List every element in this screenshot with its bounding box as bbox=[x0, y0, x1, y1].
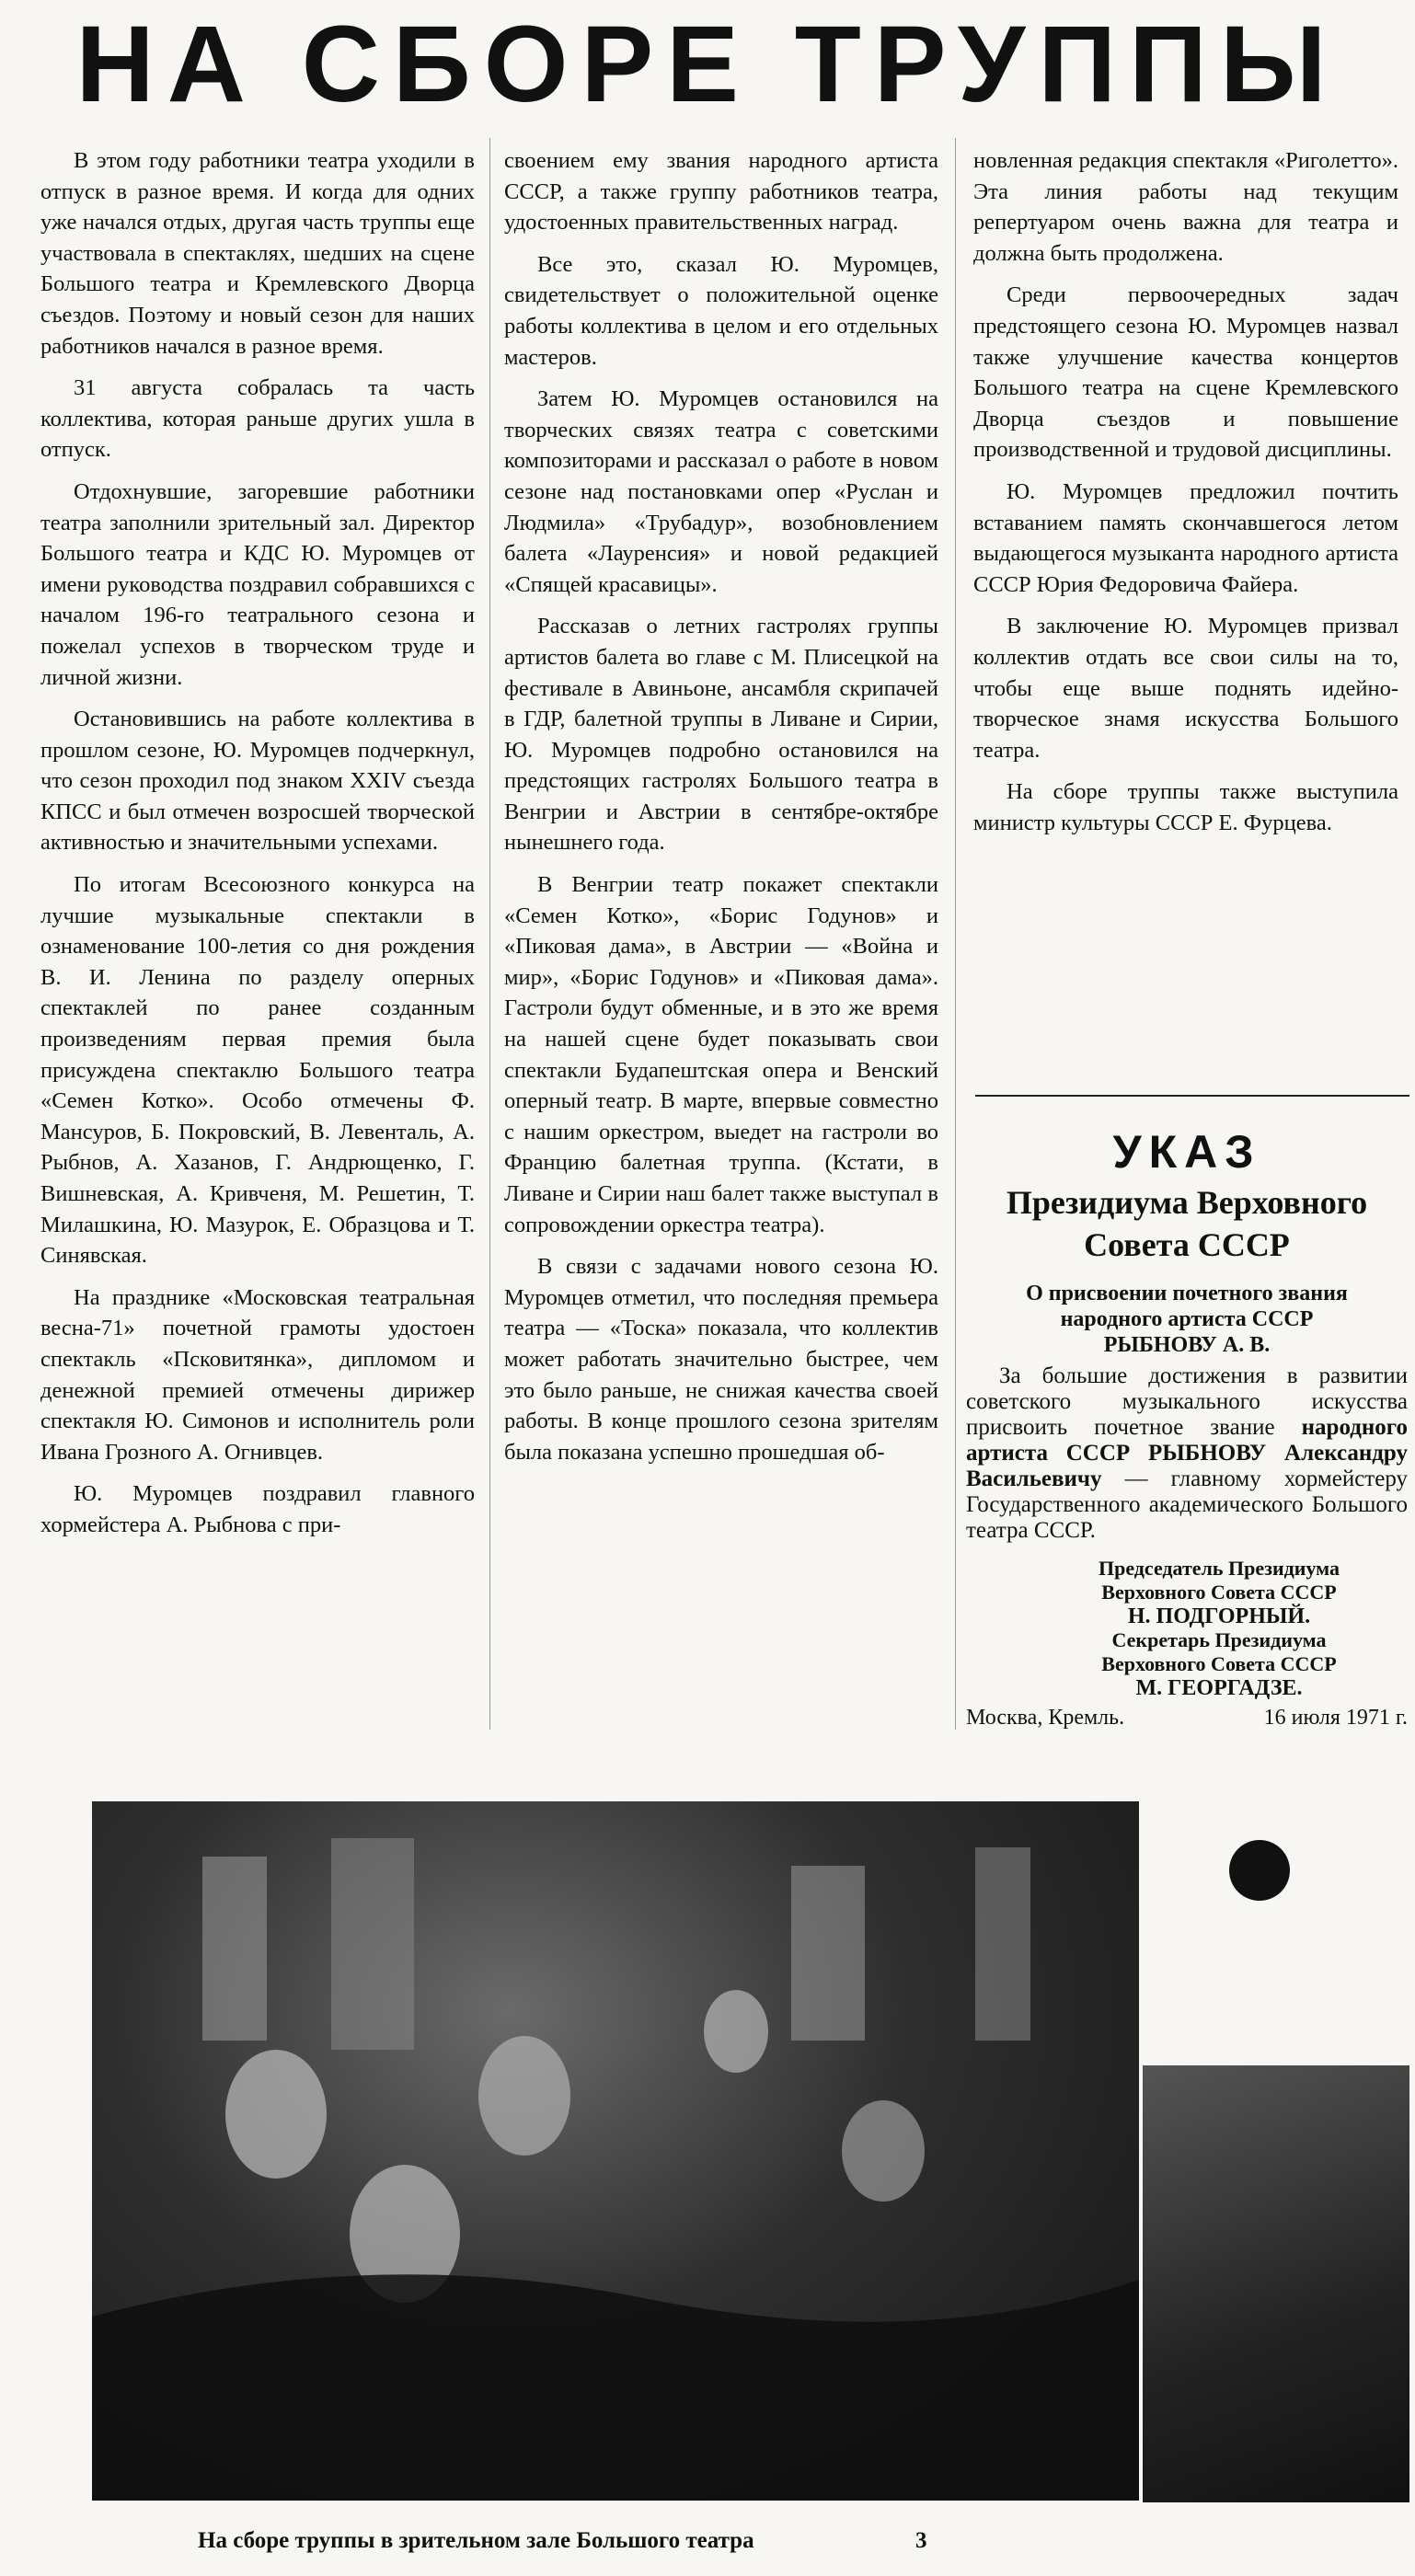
decree-title: УКАЗ bbox=[1112, 1126, 1261, 1178]
paragraph: Среди первоочередных задач предстоящего сезона Ю. Муромцев назвал также улучшение качества концертов Большого театра на сцене Кремлевского Дворца съездов и повышение производственной и трудовой дисциплины. bbox=[973, 282, 1398, 463]
paragraph: Ю. Муромцев поздравил главного хормейстера А. Рыбнова с при- bbox=[40, 1481, 475, 1537]
paragraph: В Венгрии театр покажет спектакли «Семен Котко», «Борис Годунов» и «Пиковая дама», в Австрии — «Война и мир», «Борис Годунов» и «Пиковая дама». Гастроли будут обменные, и в это же время на нашей сцене будет показывать свои спектакли Будапештская опера и Венский оперный театр. В марте, впервые совместно с нашим оркестром, выедет на гастроли во Францию балетная труппа. (Кстати, в Ливане и Сирии наш балет также выступал в сопровождении оркестра театра). bbox=[504, 872, 938, 1237]
article-column-1 bbox=[40, 145, 475, 1552]
column-rule bbox=[955, 138, 956, 1730]
paragraph: Остановившись на работе коллектива в прошлом сезоне, Ю. Муромцев подчеркнул, что сезон проходил под знаком XXIV съезда КПСС и был отмечен возросшей творческой активностью и значительными успехами. bbox=[40, 707, 475, 856]
signatory-role: Верховного Совета СССР bbox=[1101, 1581, 1337, 1604]
decree-body-text: За большие достижения в развитии советского музыкального искусства присвоить почетное звание bbox=[966, 1363, 1408, 1440]
photo-caption: На сборе труппы в зрительном зале Большого театра bbox=[198, 2528, 754, 2553]
signatory-name: Н. ПОДГОРНЫЙ. bbox=[1127, 1604, 1311, 1628]
photo bbox=[92, 1801, 1139, 2501]
decree-body bbox=[966, 1363, 1408, 1544]
decree-place: Москва, Кремль. bbox=[966, 1706, 1125, 1730]
headline: НА СБОРЕ ТРУППЫ bbox=[75, 4, 1340, 125]
article-column-2 bbox=[504, 145, 938, 1478]
paragraph: По итогам Всесоюзного конкурса на лучшие музыкальные спектакли в ознаменование 100-летия со дня рождения В. И. Ленина по разделу оперных спектаклей по ранее созданным произведениям первая премия была присуждена спектаклю Большого театра «Семен Котко». Особо отмечены Ф. Мансуров, Б. Покровский, В. Левенталь, А. Рыбнов, А. Хазанов, Г. Андрющенко, Г. Вишневская, А. Кривченя, М. Решетин, Т. Милашкина, Ю. Мазурок, Е. Образцова и Т. Синявская. bbox=[40, 872, 475, 1269]
decree bbox=[966, 1122, 1408, 1731]
paragraph: 31 августа собралась та часть коллектива, которая раньше других ушла в отпуск. bbox=[40, 375, 475, 463]
decree-body-honoree: народного артиста СССР РЫБНОВУ Александру Васильевичу bbox=[966, 1415, 1409, 1491]
photo-illustration bbox=[92, 1801, 1139, 2501]
column-rule bbox=[489, 138, 490, 1730]
signatory-role: Председатель Президиума bbox=[1098, 1557, 1340, 1580]
decree-about-line: РЫБНОВУ А. В. bbox=[1103, 1333, 1271, 1357]
signatory-role: Верховного Совета СССР bbox=[1101, 1652, 1337, 1675]
decree-place-date bbox=[966, 1706, 1408, 1731]
section-divider bbox=[975, 1095, 1409, 1097]
decree-signatures bbox=[966, 1557, 1408, 1700]
signatory-name: М. ГЕОРГАДЗЕ. bbox=[1135, 1676, 1303, 1700]
photo-fragment bbox=[1143, 2065, 1409, 2502]
decree-about-line: народного артиста СССР bbox=[1060, 1307, 1314, 1331]
paragraph: В заключение Ю. Муромцев призвал коллектив отдать все свои силы на то, чтобы еще выше поднять идейно-творческое знамя искусства Большого театра. bbox=[973, 614, 1398, 763]
paragraph: Все это, сказал Ю. Муромцев, свидетельствует о положительной оценке работы коллектива в целом и его отдельных мастеров. bbox=[504, 251, 938, 370]
paragraph: Ю. Муромцев предложил почтить вставанием память скончавшегося летом выдающегося музыканта народного артиста СССР Юрия Федоровича Файера. bbox=[973, 478, 1398, 597]
paragraph: Отдохнувшие, загоревшие работники театра заполнили зрительный зал. Директор Большого театра и КДС Ю. Муромцев от имени руководства поздравил собравшихся с началом 196-го театрального сезона и пожелал успехов в творческом труде и личной жизни. bbox=[40, 478, 475, 690]
decree-subtitle: Президиума Верховного bbox=[1006, 1184, 1368, 1221]
decree-about bbox=[966, 1281, 1408, 1358]
paragraph: В связи с задачами нового сезона Ю. Муромцев отметил, что последняя премьера театра — «Тоска» показала, что коллектив может работать значительно быстрее, чем это было раньше, не снижая качества своей работы. В конце прошлого сезона зрителям была показана успешно прошедшая об- bbox=[504, 1254, 938, 1465]
decree-subtitle: Совета СССР bbox=[1084, 1226, 1290, 1263]
paragraph: своением ему звания народного артиста СССР, а также группу работников театра, удостоенных правительственных наград. bbox=[504, 148, 938, 236]
punch-hole bbox=[1229, 1840, 1290, 1901]
paragraph: Затем Ю. Муромцев остановился на творческих связях театра с советскими композиторами и рассказал о работе в новом сезоне над постановками опер «Руслан и Людмила» «Трубадур», возобновлением балета «Лауренсия» и новой редакцией «Спящей красавицы». bbox=[504, 386, 938, 597]
paragraph: На празднике «Московская театральная весна-71» почетной грамоты удостоен спектакль «Псковитянка», дипломом и денежной премией отмечены дирижер спектакля Ю. Симонов и исполнитель роли Ивана Грозного А. Огнивцев. bbox=[40, 1284, 475, 1465]
signatory-role: Секретарь Президиума bbox=[1111, 1628, 1327, 1651]
article-column-3 bbox=[973, 145, 1398, 849]
decree-body-text: — главному хормейстеру Государственного академического Большого театра СССР. bbox=[966, 1466, 1408, 1543]
decree-date: 16 июля 1971 г. bbox=[1263, 1706, 1408, 1730]
paragraph: Рассказав о летних гастролях группы артистов балета во главе с М. Плисецкой на фестивале в Авиньоне, ансамбля скрипачей в ГДР, балетной труппы в Ливане и Сирии, Ю. Муромцев подробно остановился на предстоящих гастролях Большого театра в Венгрии и Австрии в сентябре-октябре нынешнего года. bbox=[504, 614, 938, 856]
paragraph: На сборе труппы также выступила министр культуры СССР Е. Фурцева. bbox=[973, 779, 1398, 835]
paragraph: новленная редакция спектакля «Риголетто». Эта линия работы над текущим репертуаром очень важна для театра и должна быть продолжена. bbox=[973, 148, 1398, 266]
paragraph: В этом году работники театра уходили в отпуск в разное время. И когда для одних уже начался отдых, другая часть труппы еще участвовала в спектаклях, шедших на сцене Большого театра и Кремлевского Дворца съездов. Поэтому и новый сезон для наших работников начался в разное время. bbox=[40, 148, 475, 359]
photo-caption-number: 3 bbox=[915, 2528, 927, 2553]
decree-about-line: О присвоении почетного звания bbox=[1026, 1282, 1348, 1305]
